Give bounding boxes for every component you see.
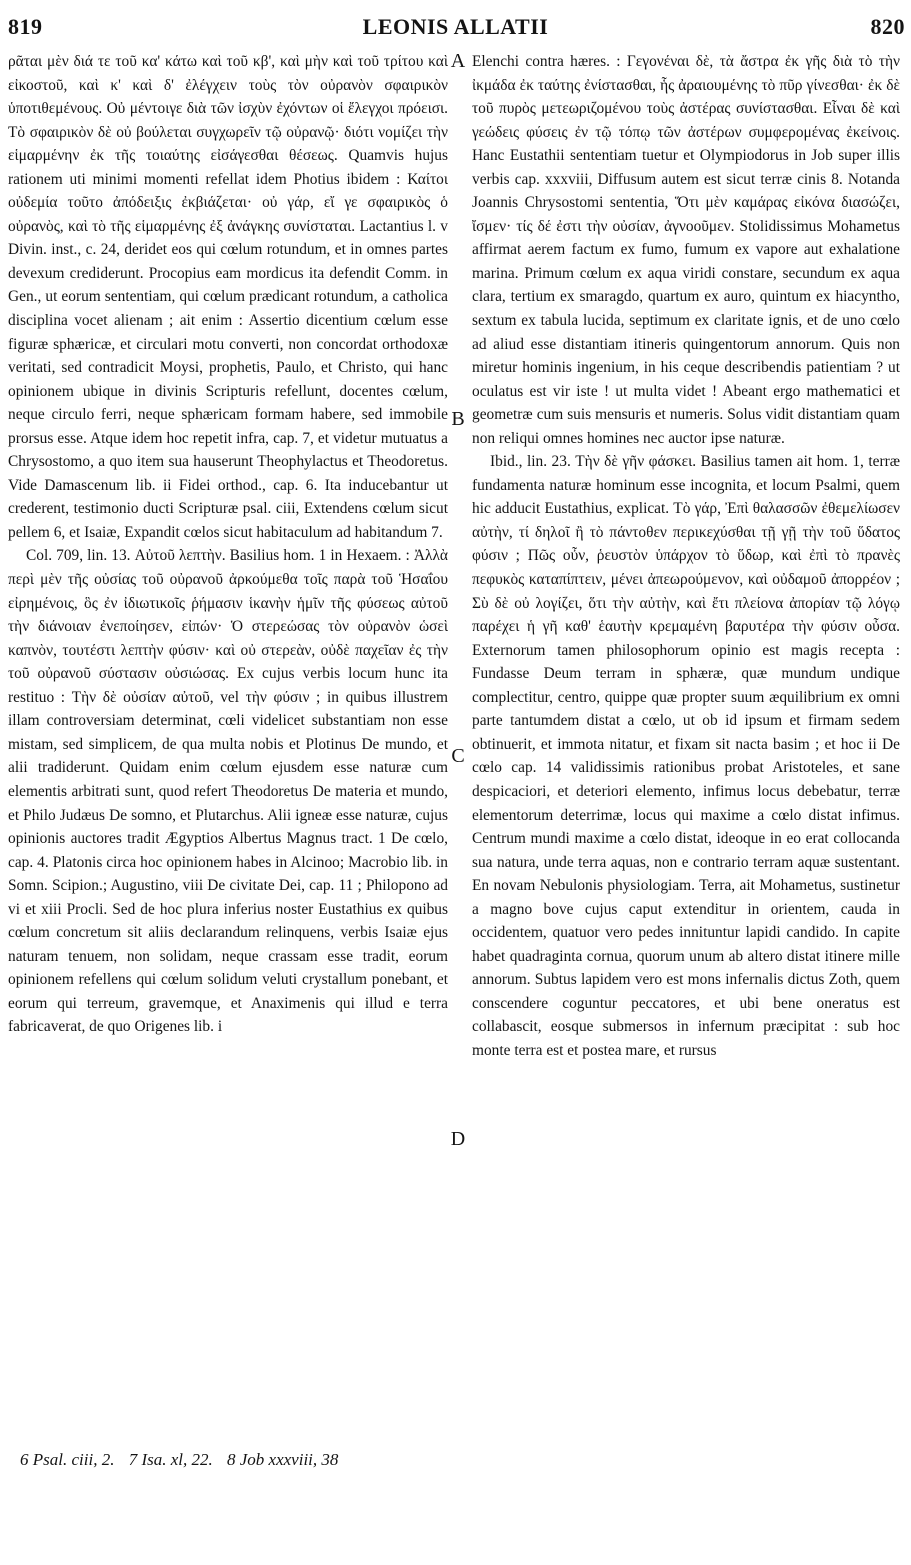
- footnote-8: 8 Job xxxviii, 38: [227, 1450, 339, 1469]
- right-paragraph-1: Elenchi contra hæres. : Γεγονέναι δὲ, τὰ ἄστρα ἐκ γῆς διὰ τὸ τὴν ἰκμάδα ἐκ ταύτης ἐνίστασθαι, ἧς ἀραιουμένης τὸ πῦρ γίνεσθαι· ἐκ δὲ τοῦ πυρὸς μετεωριζομένου τοὺς ἀστέρας συνίστασθαι. Εἶναι δὲ καὶ γεώδεις φύσεις ἐν τῷ τόπῳ τῶν ἀστέρων συμφερομένας ἐκείνοις. Hanc Eustathii sententiam tuetur et Olympiodorus in Job super illis verbis cap. xxxviii, Diffusum autem est sicut terræ cinis 8. Notanda Joannis Chrysostomi sententia, Ὅτι μὲν καμάρας εἰκόνα διασώζει, ἴσμεν· τίς δέ ἐστι τὴν οὐσίαν, ἀγνοοῦμεν. Stolidissimus Mohametus affirmat aerem factum ex fumo, fumum ex vapore aut exhalatione marina. Primum cœlum ex aqua viridi constare, secundum ex aqua clara, tertium ex smaragdo, quartum ex auro, quintum ex hiacyntho, sextum ex tabula lucida, septimum ex claritate ignis, et de uno cœlo ad aliud esse distantiam itineris quingentorum annorum. Quis non miretur hominis ingenium, in his ceque describendis patientiam ? ut oculatus est vir iste ! ut multa videt ! Abeant ergo mathematici et geometræ cum suis mensuris et numeris. Solus vidit distantiam quam non reliqui omnes homines nec auctor ipse naturæ.: [472, 53, 900, 447]
- margin-letter-b: B: [451, 408, 465, 430]
- margin-letter-d: D: [450, 1128, 466, 1150]
- running-title: LEONIS ALLATII: [362, 14, 549, 39]
- left-paragraph-2: Col. 709, lin. 13. Αὐτοῦ λεπτὴν. Basilius hom. 1 in Hexaem. : Ἀλλὰ περὶ μὲν τῆς οὐσίας τοῦ οὐρανοῦ ἀρκούμεθα τοῖς παρὰ τοῦ Ἡσαΐου εἰρημένοις, ὃς ἐν ἰδιωτικοῖς ῥήμασιν ἱκανὴν ἡμῖν τῆς φύσεως αὐτοῦ τὴν διάνοιαν ἐνεποίησεν, εἰπών· Ὁ στερεώσας τὸν οὐρανὸν ὡσεὶ καπνὸν, τουτέστι λεπτὴν φύσιν· καὶ οὐ στερεὰν, οὐδὲ παχεῖαν ἐς τὴν τοῦ οὐρανοῦ σύστασιν οὐσιώσας. Ex cujus verbis locum hunc ita restituo : Τὴν δὲ οὐσίαν αὐτοῦ, vel τὴν φύσιν ; in quibus illustrem illam controversiam determinat, cœli videlicet substantiam non esse mistam, sed simplicem, de qua multa nobis et Plotinus De mundo, et alii tradiderunt. Quidam enim cœlum ejusdem esse naturæ cum elementis arbitrati sunt, quod refert Theodoretus De materia et mundo, et Philo Judæus De somno, et Plutarchus. Alii igneæ esse naturæ, cujus opinionis auctores tradit Ægyptios Albertus Magnus tract. 1 De cœlo, cap. 4. Platonis circa hoc opinionem habes in Alcinoo; Macrobio lib. in Somn. Scipion.; Augustino, viii De civitate Dei, cap. 11 ; Philopono ad vi et xiii Procli. Sed de hoc plura inferius noster Eustathius ex quibus cœlum concretum sit aliis declarandum relinquens, verbis Isaiæ ejus naturam tenuem, non solidam, neque crassam esse tradit, eorum opinionem refellens qui cœlum solidum veluti crystallum ponebant, et eorum qui terreum, gravemque, et Anaximenis qui illud e terra fabricaverat, de quo Origenes lib. i: [8, 547, 448, 1036]
- margin-letter-a: A: [450, 50, 466, 72]
- margin-letter-c: C: [451, 745, 465, 767]
- left-column: [8, 50, 448, 1039]
- page-number-left: 819: [8, 14, 43, 39]
- page-number-right: 820: [870, 14, 905, 39]
- footnotes: [20, 1450, 460, 1470]
- left-paragraph-1: ρᾶται μὲν διά τε τοῦ κα' κάτω καὶ τοῦ κβ', καὶ μὴν καὶ τοῦ τρίτου καὶ εἰκοστοῦ, καὶ κ' καὶ δ' ἐλέγχειν τοὺς τὸν οὐρανὸν σφαιρικὸν ὑποτιθεμένους. Οὐ μέντοιγε διὰ τῶν ἰσχὺν ἐχόντων οἱ ἔλεγχοι πρόεισι. Τὸ σφαιρικὸν δὲ οὐ βούλεται συγχωρεῖν τῷ οὐρανῷ· διότι νομίζει τὴν εἱμαρμένην ἐκ τῆς τοιαύτης εἰσάγεσθαι θέσεως. Quamvis hujus rationem uti minimi momenti refellat idem Photius ibidem : Καίτοι οὐδεμία τοῦτο ἀπόδειξις ἐκβιάζεται· οὐ γάρ, εἴ γε σφαιρικὸς ὁ οὐρανὸς, καὶ τὸ τῆς εἱμαρμένης ἐξ ἀνάγκης συνίσταται. Lactantius l. v Divin. inst., c. 24, deridet eos qui cœlum rotundum, et in omnes partes devexum crediderunt. Procopius eam mordicus ita defendit Comm. in Gen., ut eorum sententiam, qui cœlum prædicant rotundum, a catholica disciplina vocet alienam ; ait enim : Assertio dicentium cœlum esse figuræ sphæricæ, et circulari motu converti, non concordat orthodoxæ veritati, sed contradicit Moysi, prophetis, Paulo, et Christo, qui hanc opinionem ubique in divinis Scripturis refellunt, docentes cœlum, neque circulo ferri, neque sphæricam formam habere, sed immobile prorsus esse. Atque idem hoc repetit infra, cap. 7, et videtur mutuatus a Chrysostomo, a quo item sua hauserunt Theophylactus et Theodoretus. Vide Damascenum lib. ii Fidei orthod., cap. 6. Ita inducebantur ut crederent, testimonio ducti Scripturæ psal. ciii, Extendens cœlum sicut pellem 6, et Isaiæ, Expandit cœlos sicut habitaculum ad habitandum 7.: [8, 53, 448, 541]
- footnote-6: 6 Psal. ciii, 2.: [20, 1450, 115, 1469]
- right-column: [472, 50, 900, 1063]
- footnote-7: 7 Isa. xl, 22.: [128, 1450, 213, 1469]
- right-paragraph-2: Ibid., lin. 23. Τὴν δὲ γῆν φάσκει. Basilius tamen ait hom. 1, terræ fundamenta naturæ hominum esse incognita, et locum Psalmi, quem hic adducit Eustathius, explicat. Τὸ γάρ, Ἐπὶ θαλασσῶν ἐθεμελίωσεν αὐτὴν, τί δηλοῖ ἢ τὸ πάντοθεν περικεχύσθαι τῇ γῇ τὴν τοῦ ὕδατος φύσιν ; Πῶς οὖν, ῥευστὸν ὑπάρχον τὸ ὕδωρ, καὶ ἐπὶ τὸ πρανὲς πεφυκὸς καταπίπτειν, μένει ἀπεωρούμενον, καὶ οὐδαμοῦ ἀπορρέον ; Σὺ δὲ οὐ λογίζει, ὅτι τὴν αὐτὴν, καὶ ἔτι πλείονα ἀπορίαν τῷ λόγῳ παρέχει ἡ γῆ καθ' ἑαυτὴν κρεμαμένη βαρυτέρα τὴν φύσιν οὖσα. Externorum tamen philosophorum opinio est magis recepta : Fundasse Deum terram in sphæræ, quæ mundum undique complectitur, centro, quippe quæ propter suum æquilibrium ex omni parte tantumdem distat a cœlo, ut ob id ipsum et firmam sedem obtinuerit, et immota nitatur, et fixam sit nacta basim ; et hoc ii De cœlo cap. 14 validissimis rationibus probat Aristoteles, et sane despicaciori, et deteriori elemento, infimus locus debebatur, terræ elementorum deterrimæ, locus qui maxime a cœlo distat infimus. Centrum mundi maxime a cœlo distat, ideoque in eo erat collocanda sua natura, unde terra aquas, non e contrario terram aquæ sustentant. En novam Nebulonis physiologiam. Terra, ait Mohametus, sustinetur a magno bove cujus caput extenditur in orientem, cauda in occidentem, quatuor vero pedes innituntur lapidi candido. In capite habet quadraginta cornua, quorum unum ab altero distat itinere mille annorum. Subtus lapidem vero est mons infernalis dictus Zoth, quem conscendere coguntur peccatores, et ubi bene oneratus est collabascit, eosque submersos in infernum præcipitat : sub hoc monte terra est et postea mare, et rursus: [472, 453, 900, 1059]
